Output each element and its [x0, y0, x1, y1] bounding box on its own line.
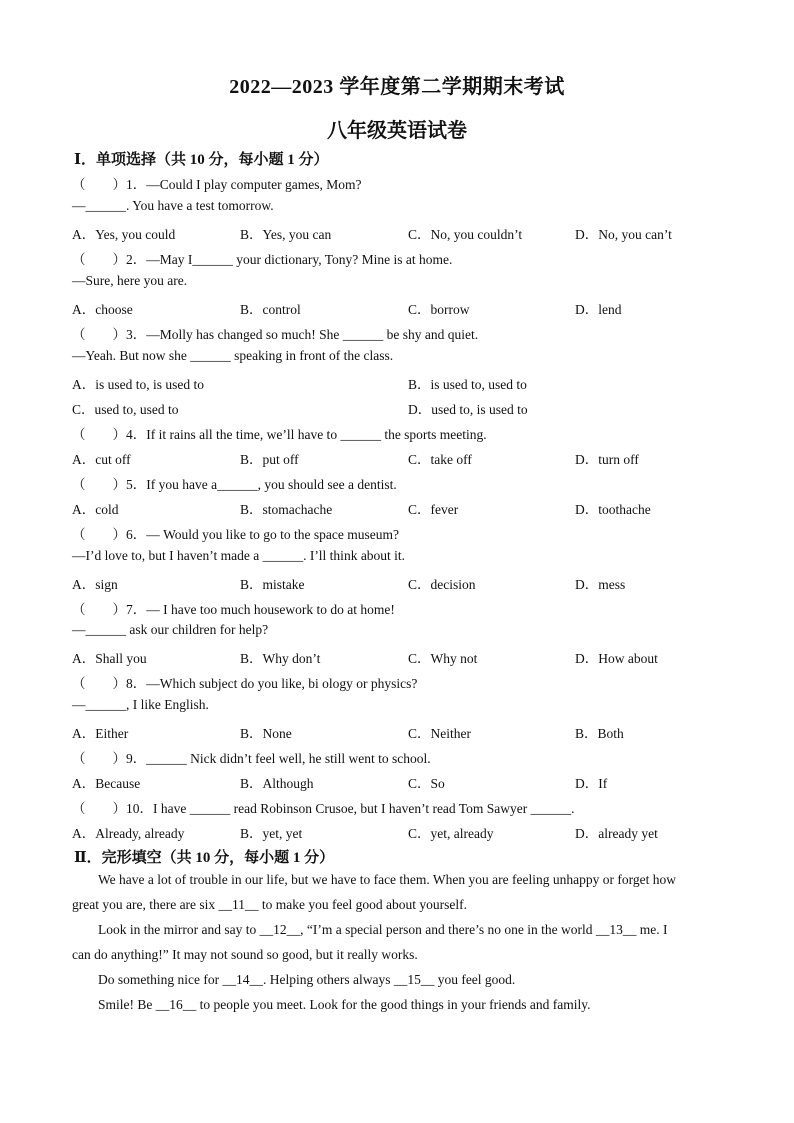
question-4-option-c: C．take off	[408, 452, 472, 467]
question-7-option-d: D．How about	[575, 651, 658, 666]
question-10-option-b: B．yet, yet	[240, 826, 303, 841]
question-8-option-b: B．None	[240, 726, 292, 741]
question-2-line-1: （ ）2．—May I______ your dictionary, Tony? Mine is at home.	[72, 252, 453, 267]
question-2-option-d: D．lend	[575, 302, 622, 317]
exam-subtitle: 八年级英语试卷	[327, 120, 467, 142]
question-5-option-d: D．toothache	[575, 502, 651, 517]
question-2-line-2: —Sure, here you are.	[72, 273, 188, 288]
question-9-option-c: C．So	[408, 776, 445, 791]
question-6-line-1: （ ）6．— Would you like to go to the space museum?	[72, 527, 399, 542]
exam-title: 2022—2023 学年度第二学期期末考试	[229, 76, 565, 98]
question-5-option-b: B．stomachache	[240, 502, 333, 517]
question-4-line-1: （ ）4．If it rains all the time, we’ll have to ______ the sports meeting.	[72, 427, 487, 442]
question-4-option-a: A．cut off	[72, 452, 131, 467]
question-10-option-c: C．yet, already	[408, 826, 494, 841]
question-3-line-1: （ ）3．—Molly has changed so much! She ______ be shy and quiet.	[72, 327, 479, 342]
question-9-option-b: B．Although	[240, 776, 314, 791]
question-6-option-a: A．sign	[72, 577, 118, 592]
question-10-option-d: D．already yet	[575, 826, 658, 841]
question-5-option-a: A．cold	[72, 502, 119, 517]
question-3-option-c: C．used to, used to	[72, 402, 179, 417]
question-1-option-a: A．Yes, you could	[72, 227, 176, 242]
question-7-line-2: —______ ask our children for help?	[72, 622, 269, 637]
cloze-line-5: Do something nice for __14__. Helping others always __15__ you feel good.	[98, 972, 516, 987]
question-7-option-b: B．Why don’t	[240, 651, 321, 666]
cloze-line-6: Smile! Be __16__ to people you meet. Look for the good things in your friends and family.	[98, 997, 591, 1012]
section2-heading: Ⅱ．完形填空（共 10 分，每小题 1 分）	[74, 850, 335, 866]
question-6-option-b: B．mistake	[240, 577, 305, 592]
question-7-option-a: A．Shall you	[72, 651, 147, 666]
question-9-option-d: D．If	[575, 776, 608, 791]
question-8-option-a: A．Either	[72, 726, 129, 741]
question-7-option-c: C．Why not	[408, 651, 478, 666]
question-1-line-2: —______. You have a test tomorrow.	[72, 198, 274, 213]
question-8-line-1: （ ）8．—Which subject do you like, bi ology or physics?	[72, 676, 418, 691]
question-10-line-1: （ ）10．I have ______ read Robinson Crusoe, but I haven’t read Tom Sawyer ______.	[72, 801, 575, 816]
question-5-option-c: C．fever	[408, 502, 459, 517]
question-2-option-b: B．control	[240, 302, 301, 317]
question-2-option-c: C．borrow	[408, 302, 470, 317]
cloze-line-1: We have a lot of trouble in our life, but we have to face them. When you are feeling unhappy or forget how	[98, 872, 676, 887]
question-4-option-d: D．turn off	[575, 452, 639, 467]
cloze-line-2: great you are, there are six __11__ to make you feel good about yourself.	[72, 897, 467, 912]
cloze-line-3: Look in the mirror and say to __12__, “I’m a special person and there’s no one in the world __13__ me. I	[98, 922, 668, 937]
cloze-line-4: can do anything!” It may not sound so good, but it really works.	[72, 947, 418, 962]
question-1-option-d: D．No, you can’t	[575, 227, 672, 242]
question-10-option-a: A．Already, already	[72, 826, 185, 841]
question-3-line-2: —Yeah. But now she ______ speaking in front of the class.	[72, 348, 394, 363]
question-4-option-b: B．put off	[240, 452, 299, 467]
question-5-line-1: （ ）5．If you have a______, you should see a dentist.	[72, 477, 397, 492]
question-8-option-d: B．Both	[575, 726, 624, 741]
question-6-line-2: —I’d love to, but I haven’t made a ______. I’ll think about it.	[72, 548, 406, 563]
question-9-option-a: A．Because	[72, 776, 141, 791]
question-1-option-c: C．No, you couldn’t	[408, 227, 523, 242]
question-9-line-1: （ ）9．______ Nick didn’t feel well, he still went to school.	[72, 751, 431, 766]
question-1-line-1: （ ）1．—Could I play computer games, Mom?	[72, 177, 362, 192]
question-6-option-d: D．mess	[575, 577, 626, 592]
question-3-option-a: A．is used to, is used to	[72, 377, 205, 392]
question-3-option-d: D．used to, is used to	[408, 402, 528, 417]
section1-heading: Ⅰ．单项选择（共 10 分，每小题 1 分）	[74, 152, 329, 168]
question-2-option-a: A．choose	[72, 302, 133, 317]
question-8-option-c: C．Neither	[408, 726, 471, 741]
question-6-option-c: C．decision	[408, 577, 476, 592]
question-3-option-b: B．is used to, used to	[408, 377, 527, 392]
question-8-line-2: —______, I like English.	[72, 697, 209, 712]
question-1-option-b: B．Yes, you can	[240, 227, 332, 242]
question-7-line-1: （ ）7．— I have too much housework to do at home!	[72, 602, 395, 617]
